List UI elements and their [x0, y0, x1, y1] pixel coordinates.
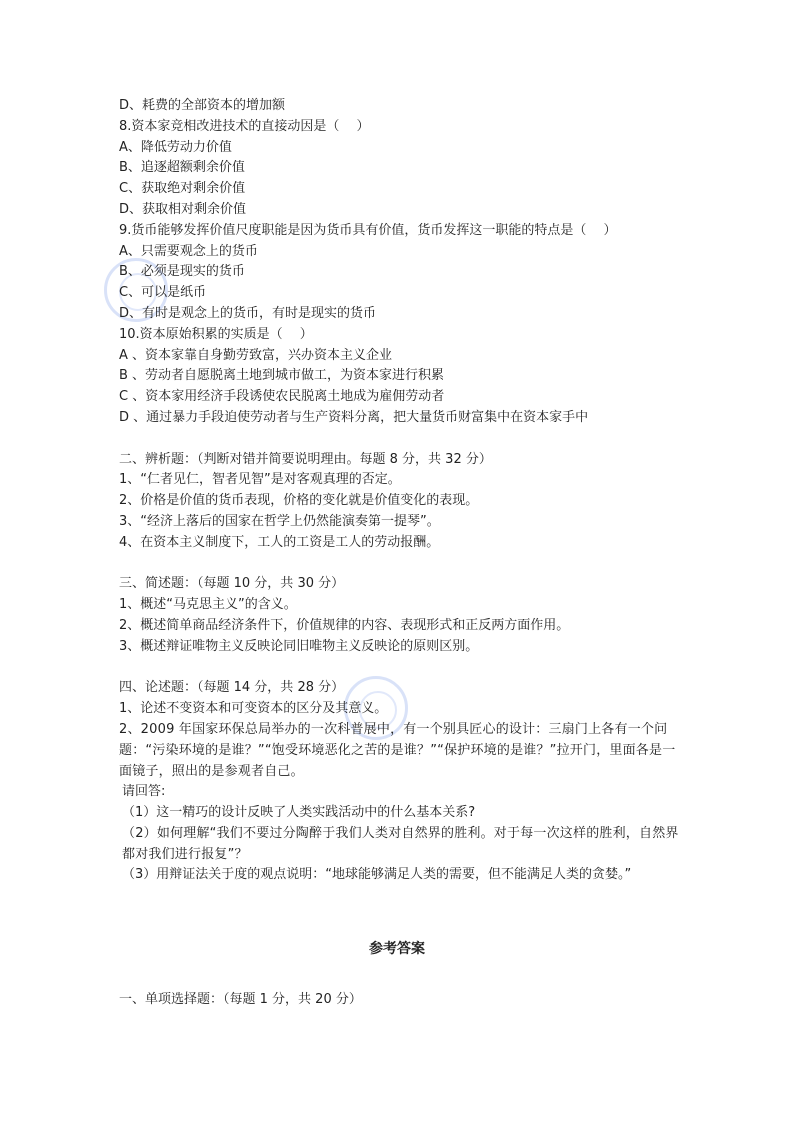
- question-9: 9.货币能够发挥价值尺度职能是因为货币具有价值，货币发挥这一职能的特点是（ ）: [119, 222, 617, 238]
- option-text: C、可以是纸币: [119, 285, 207, 301]
- option-text: D、获取相对剩余价值: [119, 201, 247, 217]
- question-content: [119, 96, 679, 886]
- question-item: 2、2009 年国家环保总局举办的一次科普展中，有一个别具匠心的设计：三扇门上各有一个问题：“污染环境的是谁？”“饱受环境恶化之苦的是谁？”“保护环境的是谁？”拉开门，里面各是一面镜子，照出的是参观者自己。: [119, 721, 676, 779]
- option-text: D、耗费的全部资本的增加额: [119, 98, 286, 113]
- option-text: D、有时是观念上的货币，有时是现实的货币: [119, 305, 377, 321]
- answer-section-title: 一、单项选择题：（每题 1 分，共 20 分）: [119, 992, 362, 1007]
- question-10: 10.资本原始积累的实质是（ ）: [119, 326, 313, 342]
- question-item: 3、“经济上落后的国家在哲学上仍然能演奏第一提琴”。: [119, 513, 440, 529]
- option-text: B、追逐超额剩余价值: [119, 160, 245, 176]
- section-title: 二、辨析题：（判断对错并简要说明理由。每题 8 分，共 32 分）: [119, 451, 492, 467]
- question-item: 1、论述不变资本和可变资本的区分及其意义。: [119, 701, 388, 717]
- section-title: 三、简述题：（每题 10 分，共 30 分）: [119, 576, 345, 592]
- question-8: 8.资本家竞相改进技术的直接动因是（ ）: [119, 118, 370, 134]
- question-item: 2、概述简单商品经济条件下，价值规律的内容、表现形式和正反两方面作用。: [119, 617, 570, 633]
- option-text: C 、资本家用经济手段诱使农民脱离土地成为雇佣劳动者: [119, 389, 445, 405]
- question-item: 1、概述“马克思主义”的含义。: [119, 597, 297, 613]
- question-item: 2、价格是价值的货币表现，价格的变化就是价值变化的表现。: [119, 493, 479, 509]
- option-text: A、只需要观念上的货币: [119, 243, 258, 259]
- option-text: B 、劳动者自愿脱离土地到城市做工，为资本家进行积累: [119, 368, 445, 384]
- question-item: 3、概述辩证唯物主义反映论同旧唯物主义反映论的原则区别。: [119, 638, 479, 654]
- option-text: B、必须是现实的货币: [119, 264, 245, 280]
- option-text: A、降低劳动力价值: [119, 139, 232, 155]
- sub-question: （1）这一精巧的设计反映了人类实践活动中的什么基本关系?: [122, 805, 476, 821]
- section-title: 四、论述题：（每题 14 分，共 28 分）: [119, 680, 345, 696]
- question-item: 1、“仁者见仁，智者见智”是对客观真理的否定。: [119, 472, 401, 488]
- answer-heading: 参考答案: [369, 941, 425, 957]
- answer-prompt: 请回答:: [122, 784, 166, 800]
- question-item: 4、在资本主义制度下，工人的工资是工人的劳动报酬。: [119, 534, 440, 550]
- option-text: A 、资本家靠自身勤劳致富，兴办资本主义企业: [119, 347, 393, 363]
- sub-question: （3）用辩证法关于度的观点说明：“地球能够满足人类的需要，但不能满足人类的贪婪。”: [122, 867, 632, 883]
- option-text: C、获取绝对剩余价值: [119, 181, 246, 197]
- sub-question: （2）如何理解“我们不要过分陶醉于我们人类对自然界的胜利。对于每一次这样的胜利，自然界都对我们进行报复”？: [122, 825, 679, 862]
- option-text: D 、通过暴力手段迫使劳动者与生产资料分离，把大量货币财富集中在资本家手中: [119, 409, 589, 425]
